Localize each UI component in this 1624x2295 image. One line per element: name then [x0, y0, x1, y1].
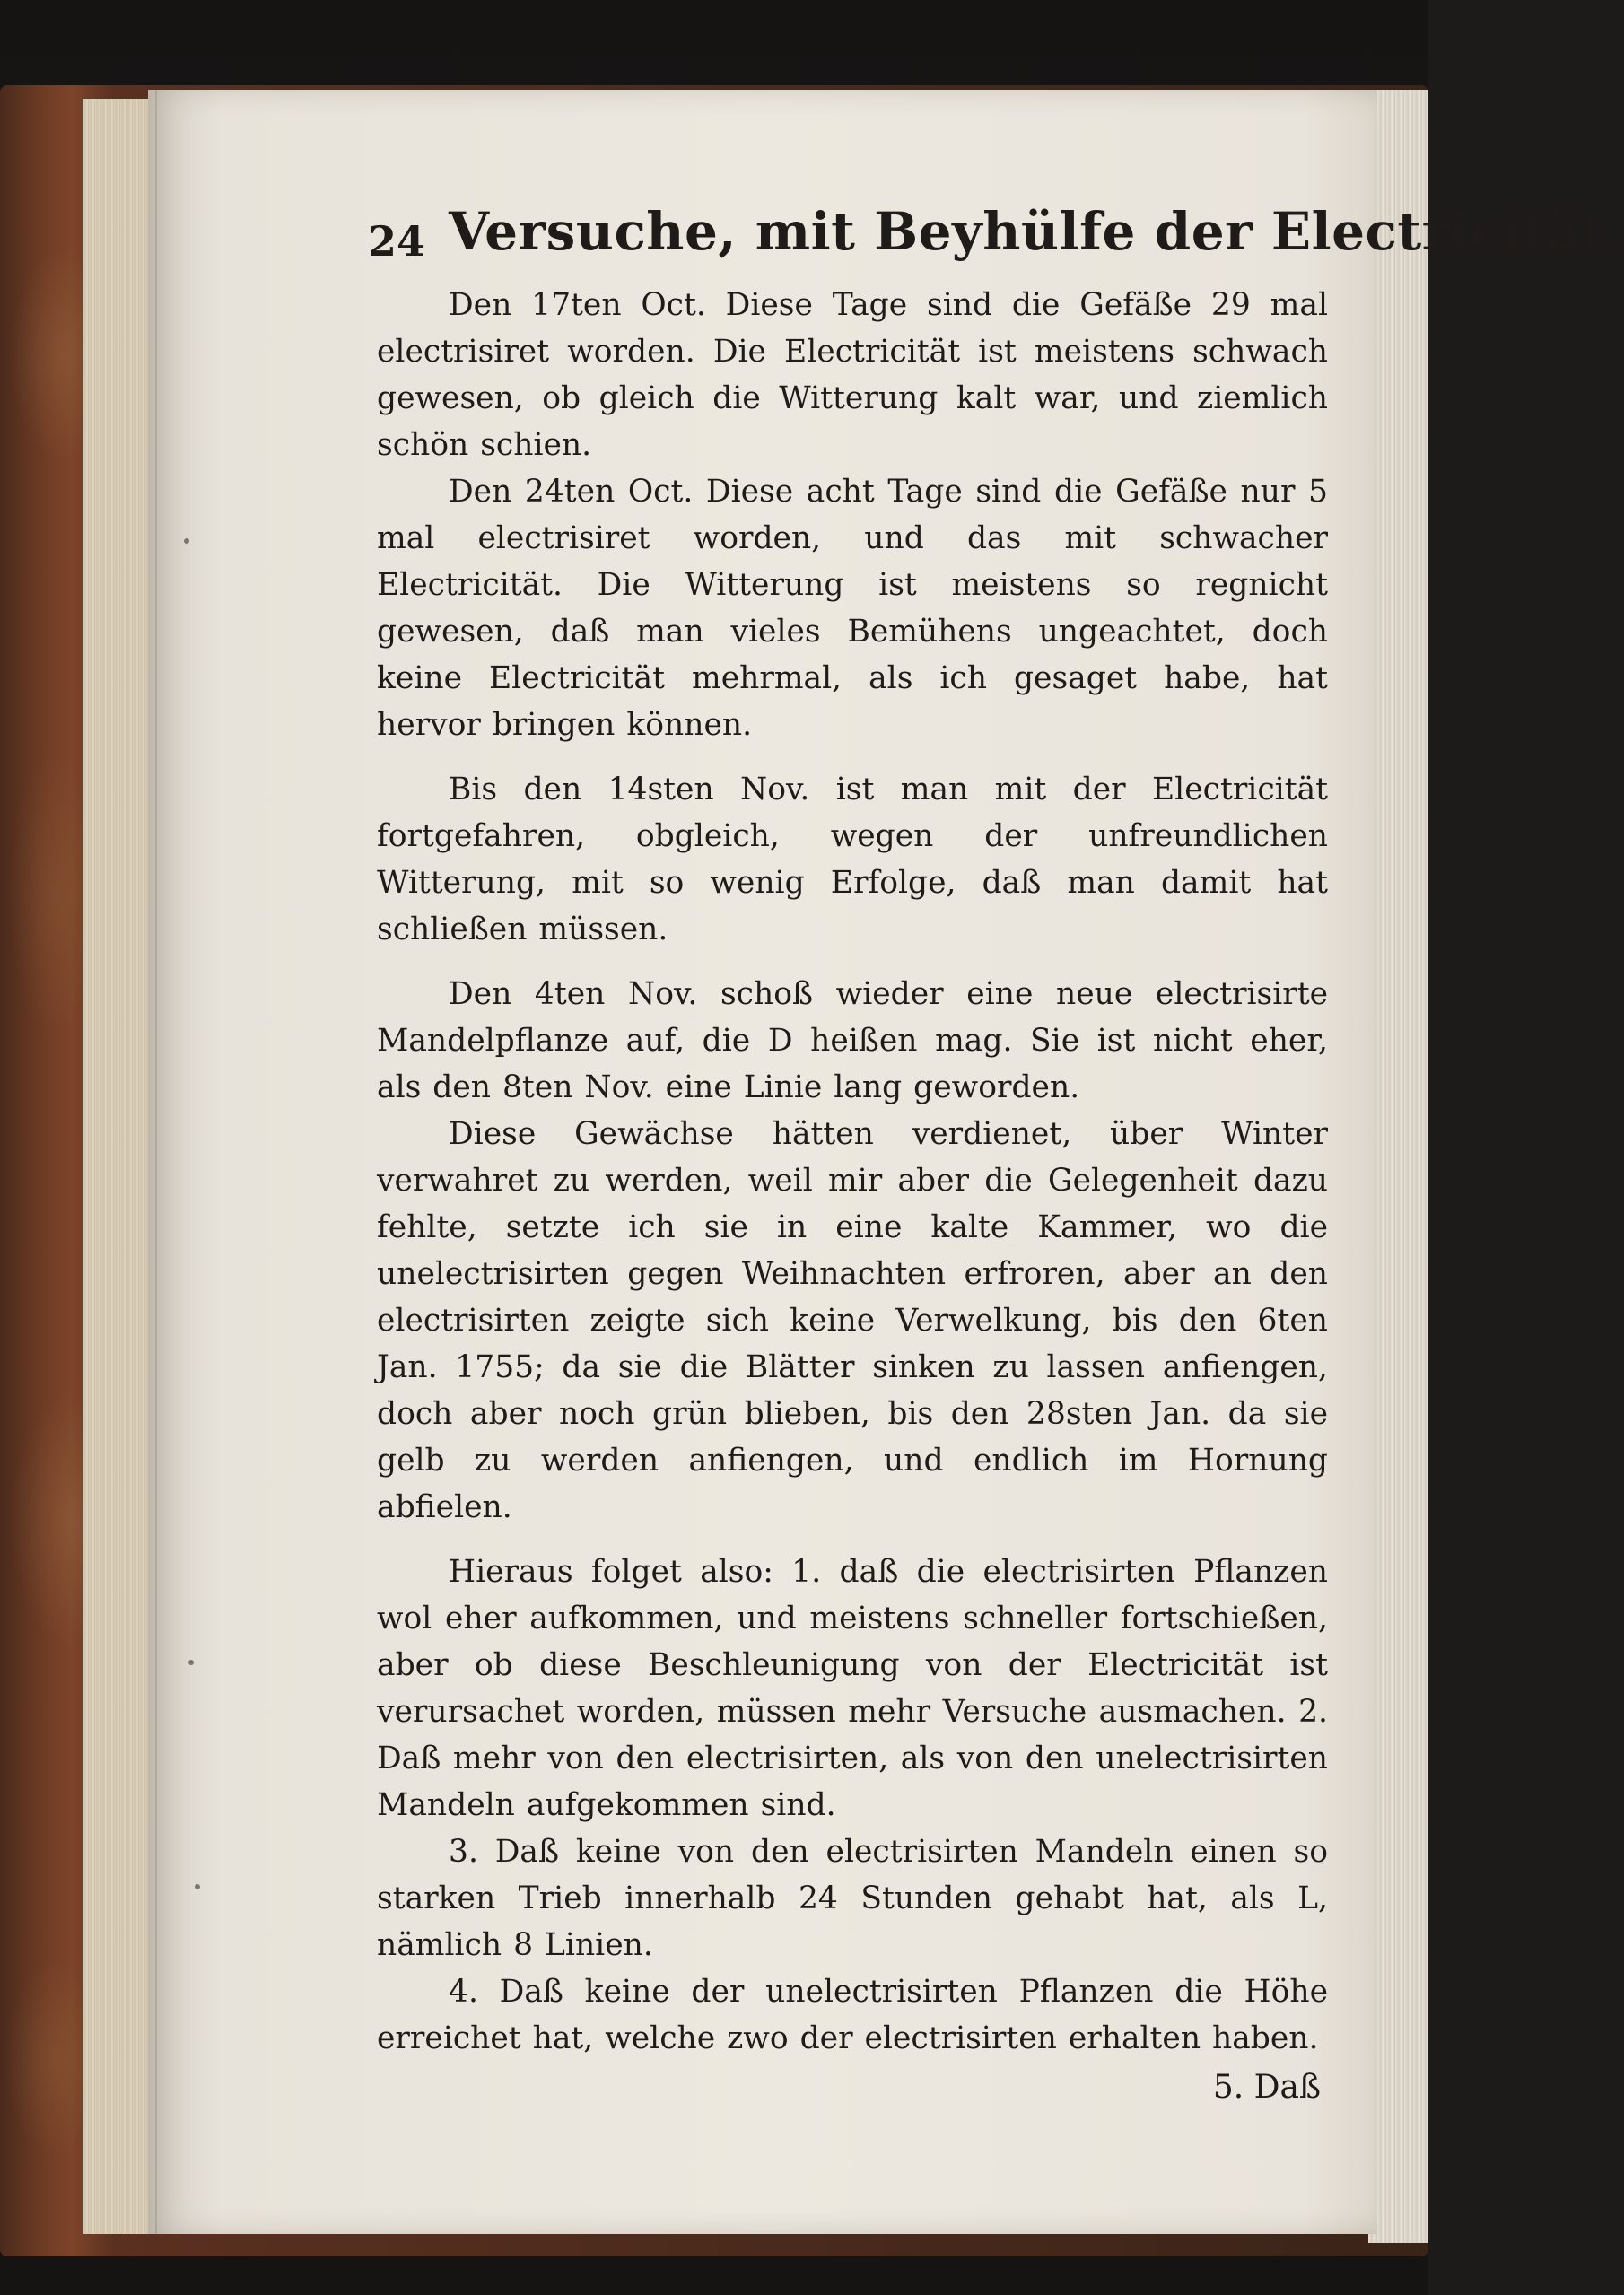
- page-number: 24: [368, 217, 426, 266]
- paragraph: Den 24ten Oct. Diese acht Tage sind die Gefäße nur 5 mal electrisiret worden, und das mit schwacher Electricität. Die Witterung ist meistens so regnicht gewesen, daß man vieles Bemühens ungeachtet, doch keine Electricität mehrmal, als ich gesaget habe, hat hervor bringen können.: [377, 474, 1328, 743]
- paragraph: Den 17ten Oct. Diese Tage sind die Gefäße 29 mal electrisiret worden. Die Electricität ist meistens schwach gewesen, ob gleich die Witterung kalt war, und ziemlich schön schien.: [377, 287, 1328, 463]
- paragraph: 4. Daß keine der unelectrisirten Pflanzen die Höhe erreichet hat, welche zwo der electrisirten erhalten haben.: [377, 1974, 1328, 2056]
- page-header: [215, 179, 1624, 278]
- paragraph: Diese Gewächse hätten verdienet, über Winter verwahret zu werden, weil mir aber die Gelegenheit dazu fehlte, setzte ich sie in eine kalte Kammer, wo die unelectrisirten gegen Weihnachten erfroren, aber an den electrisirten zeigte sich keine Verwelkung, bis den 6ten Jan. 1755; da sie die Blätter sinken zu lassen anfiengen, doch aber noch grün blieben, bis den 28sten Jan. da sie gelb zu werden anfiengen, und endlich im Hornung abfielen.: [377, 1116, 1328, 1525]
- paragraph: 3. Daß keine von den electrisirten Mandeln einen so starken Trieb innerhalb 24 Stunden gehabt hat, als L, nämlich 8 Linien.: [377, 1834, 1328, 1963]
- paragraph: Den 4ten Nov. schoß wieder eine neue electrisirte Mandelpflanze auf, die D heißen mag. Sie ist nicht eher, als den 8ten Nov. eine Linie lang geworden.: [377, 976, 1328, 1105]
- running-head: Versuche, mit Beyhülfe der Electricität,: [449, 201, 1624, 262]
- ink-speck: [195, 1884, 200, 1889]
- page-fold-line: [155, 90, 157, 2234]
- paragraph: Bis den 14sten Nov. ist man mit der Electricität fortgefahren, obgleich, wegen der unfreundlichen Witterung, mit so wenig Erfolge, daß man damit hat schließen müssen.: [377, 772, 1328, 947]
- body-text: [215, 282, 1328, 2106]
- page-text: [215, 179, 1624, 2106]
- catchword: 5. Daß: [1212, 2069, 1321, 2106]
- paragraph: Hieraus folget also: 1. daß die electrisirten Pflanzen wol eher aufkommen, und meistens schneller fortschießen, aber ob diese Beschleunigung von der Electricität ist verursachet worden, müssen mehr Versuche ausmachen. 2. Daß mehr von den electrisirten, als von den unelectrisirten Mandeln aufgekommen sind.: [377, 1554, 1328, 1823]
- ink-speck: [184, 538, 189, 544]
- ink-speck: [188, 1660, 194, 1665]
- right-page-edges: [1368, 90, 1428, 2243]
